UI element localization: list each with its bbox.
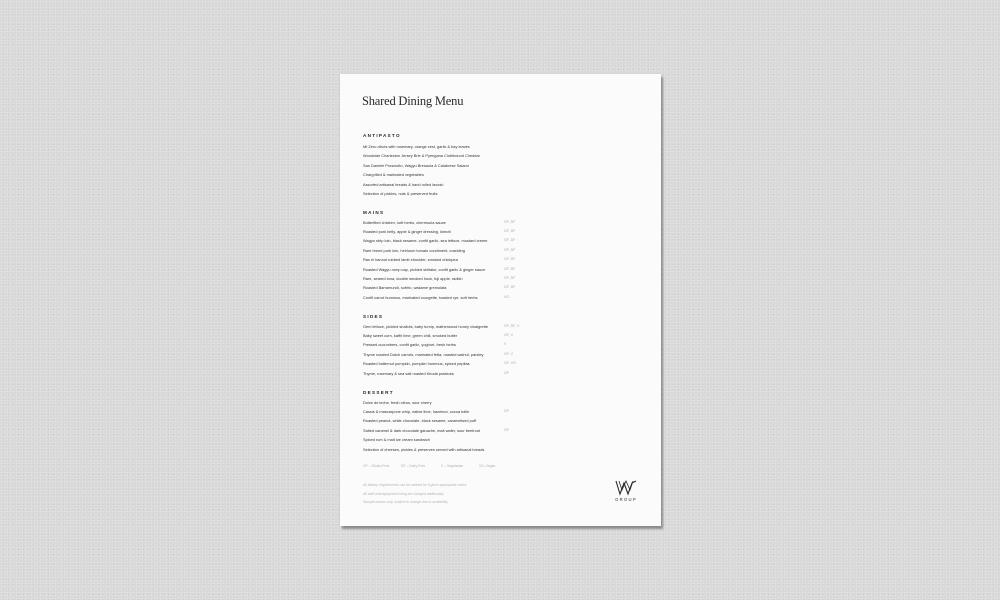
menu-item bbox=[363, 447, 523, 456]
menu-item-name: Baby sweet corn, kaffir lime, green chili, smoked butter bbox=[363, 332, 458, 338]
logo-mark-icon bbox=[613, 480, 639, 496]
menu-item-name: Butterflied chicken, soft herbs, chermoula sauce bbox=[363, 219, 446, 225]
menu-item-name: Roasted pork belly, apple & ginger dressing, kimchi bbox=[363, 228, 452, 234]
menu-item-name: Roasted peanut, white chocolate, black sesame, caramelised puff bbox=[363, 418, 477, 424]
menu-item bbox=[363, 342, 523, 351]
dietary-tag: GF bbox=[504, 370, 509, 375]
section-heading-sides: SIDES bbox=[363, 314, 384, 319]
menu-item-name: Cassis & mascarpone whip, native lime, hazelnut, cocoa tuille bbox=[363, 408, 470, 414]
menu-sheet bbox=[340, 74, 661, 526]
dietary-tag: GF, DF bbox=[504, 219, 516, 224]
menu-item bbox=[363, 361, 523, 370]
dietary-tag: GF, V bbox=[504, 332, 513, 337]
menu-item-name: Chargrilled & marinated vegetables bbox=[363, 172, 424, 178]
menu-item-name: Spiced rum & malt ice cream sandwich bbox=[363, 437, 431, 443]
legend-item: VG–Vegan bbox=[479, 464, 496, 468]
dietary-tag: GF, DF bbox=[504, 285, 516, 290]
menu-item bbox=[363, 428, 523, 437]
menu-item bbox=[363, 172, 523, 181]
legend-item: GF – Gluten Free bbox=[363, 464, 390, 468]
legend-item: DF – Dairy Free bbox=[401, 464, 426, 468]
menu-item bbox=[363, 163, 523, 172]
dietary-legend bbox=[363, 464, 543, 470]
menu-item-name: Rare, seared tuna, double smoked hock, fuji apple, radish bbox=[363, 275, 463, 281]
menu-item bbox=[363, 276, 523, 285]
dietary-tag: GF, DF, V bbox=[504, 323, 520, 328]
section-heading-dessert: DESSERT bbox=[363, 390, 394, 395]
footnote: All staff and equipment hiring are charged additionally bbox=[363, 491, 444, 496]
menu-item bbox=[363, 153, 523, 162]
menu-item bbox=[363, 257, 523, 266]
menu-item bbox=[363, 191, 523, 200]
dietary-tag: V bbox=[504, 342, 507, 347]
menu-item bbox=[363, 295, 523, 304]
dietary-tag: VG bbox=[504, 294, 510, 299]
menu-item bbox=[363, 285, 523, 294]
menu-item bbox=[363, 333, 523, 342]
menu-item bbox=[363, 409, 523, 418]
dietary-tag: GF, DF bbox=[504, 238, 516, 243]
menu-item bbox=[363, 238, 523, 247]
dietary-tag: GF, V bbox=[504, 351, 513, 356]
menu-item-name: Assorted artisanal breads & hand rolled lavosh bbox=[363, 181, 444, 187]
dietary-tag: GF, DF bbox=[504, 228, 516, 233]
menu-item bbox=[363, 144, 523, 153]
menu-item-name: Gem lettuce, pickled shallots, baby turnip, leatherwood honey vinaigrette bbox=[363, 323, 489, 329]
menu-item bbox=[363, 418, 523, 427]
menu-item-name: Roasted Barramundi, sofrito, wakame gremolata bbox=[363, 285, 447, 291]
menu-item bbox=[363, 220, 523, 229]
menu-item bbox=[363, 324, 523, 333]
section-heading-antipasto: ANTIPASTO bbox=[363, 133, 401, 138]
legend-item: V – Vegetarian bbox=[441, 464, 464, 468]
menu-item bbox=[363, 371, 523, 380]
menu-item bbox=[363, 267, 523, 276]
menu-item-name: Selection of pickles, nuts & preserved fruits bbox=[363, 191, 438, 196]
menu-item-name: San Daniele Prosciutto, Wagyu Bresaola & Calabrese Salami bbox=[363, 162, 469, 168]
menu-item-name: Woodside Charleston Jersey Brie & Pyengana Clothbound Cheddar bbox=[363, 153, 480, 159]
group-logo bbox=[613, 480, 639, 504]
footnote: All dietary requirements can be catered for if given appropriate notice bbox=[363, 483, 467, 487]
menu-item bbox=[363, 229, 523, 238]
dietary-tag: GF, DF bbox=[504, 275, 516, 280]
menu-item bbox=[363, 352, 523, 361]
menu-item-name: Selection of cheeses, pickles & preserves served with artisanal breads bbox=[363, 446, 485, 452]
menu-item-name: Thyme, rosemary & sea salt roasted Kiroda potatoes bbox=[363, 370, 454, 376]
menu-item-name: Roasted butternut pumpkin, pumpkin hummus, spiced pepitas bbox=[363, 361, 470, 367]
menu-item-name: Pressed cucumbers, confit garlic, yoghurt, fresh herbs bbox=[363, 342, 456, 348]
menu-item bbox=[363, 400, 523, 409]
menu-item-name: Wagyu strip loin, black sesame, confit garlic, sea lettuce, mustard creme bbox=[363, 238, 488, 244]
menu-item-name: Rare breed pork loin, heirloom tomato condiment, crackling bbox=[363, 247, 465, 253]
logo-text: GROUP bbox=[615, 497, 637, 502]
section-heading-mains: MAINS bbox=[363, 210, 385, 215]
menu-item bbox=[363, 437, 523, 446]
dietary-tag: GF, VG bbox=[504, 361, 516, 366]
menu-item-name: Roasted Wagyu rump cap, pickled shiitake, confit garlic & ginger sauce bbox=[363, 266, 486, 272]
menu-title: Shared Dining Menu bbox=[362, 94, 464, 108]
dietary-tag: GF bbox=[504, 408, 509, 413]
menu-item-name: Thyme roasted Dutch carrots, marinated fetta, roasted walnut, parsley bbox=[363, 351, 484, 357]
dietary-tag: GF, DF bbox=[504, 247, 516, 252]
menu-item-name: Confit carrot hummus, marinated courgette, toasted rye, soft herbs bbox=[363, 294, 478, 300]
dietary-tag: GF bbox=[504, 427, 509, 432]
footnote: Sample menus only, subject to change due to availability bbox=[363, 500, 448, 504]
menu-item-name: Mt Zero olives with rosemary, orange zest, garlic & bay leaves bbox=[363, 144, 470, 149]
menu-item-name: Salted caramel & dark chocolate ganache, malt wafer, sour beetroot bbox=[363, 427, 480, 433]
menu-item bbox=[363, 248, 523, 257]
menu-item-name: Dulce de leche, fresh citrus, sour cherry bbox=[363, 399, 432, 405]
dietary-tag: GF, DF bbox=[504, 266, 516, 271]
menu-item-name: Ras el hanout rubbed lamb shoulder, smoked chickpea bbox=[363, 257, 458, 263]
menu-item bbox=[363, 182, 523, 191]
dietary-tag: GF, DF bbox=[504, 257, 516, 262]
